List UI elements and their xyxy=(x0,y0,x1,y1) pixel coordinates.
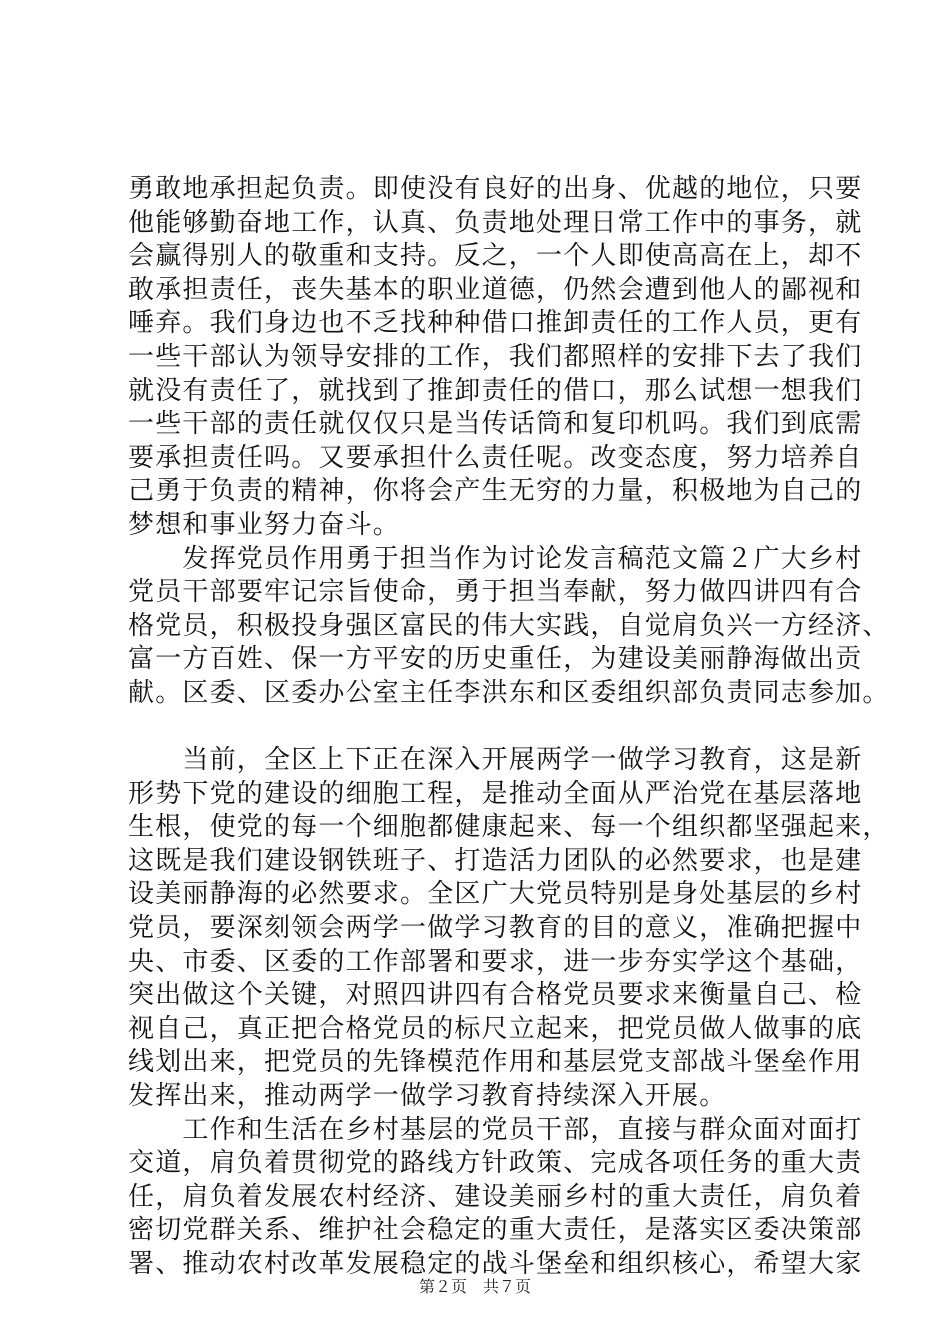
text-line: 署、推动农村改革发展稳定的战斗堡垒和组织核心，希望大家 xyxy=(128,1249,863,1279)
text-line: 工作和生活在乡村基层的党员干部，直接与群众面对面打 xyxy=(128,1114,863,1145)
text-line: 己勇于负责的精神，你将会产生无穷的力量，积极地为自己的 xyxy=(128,476,863,507)
text-line: 密切党群关系、维护社会稳定的重大责任，是落实区委决策部 xyxy=(128,1215,863,1246)
document-body xyxy=(128,173,890,1282)
text-line: 党员干部要牢记宗旨使命，勇于担当奉献，努力做四讲四有合 xyxy=(128,577,863,608)
text-line: 突出做这个关键，对照四讲四有合格党员要求来衡量自己、检 xyxy=(128,980,863,1011)
text-line: 发挥党员作用勇于担当作为讨论发言稿范文篇２广大乡村 xyxy=(128,543,863,574)
text-line: 设美丽静海的必然要求。全区广大党员特别是身处基层的乡村 xyxy=(128,879,863,910)
text-line: 央、市委、区委的工作部署和要求，进一步夯实学这个基础， xyxy=(128,946,863,977)
text-line: 一些干部的责任就仅仅只是当传话筒和复印机吗。我们到底需 xyxy=(128,409,863,440)
text-line: 任，肩负着发展农村经济、建设美丽乡村的重大责任，肩负着 xyxy=(128,1181,863,1212)
text-line: 交道，肩负着贯彻党的路线方针政策、完成各项任务的重大责 xyxy=(128,1148,863,1179)
text-line: 这既是我们建设钢铁班子、打造活力团队的必然要求，也是建 xyxy=(128,845,863,876)
text-line: 会赢得别人的敬重和支持。反之，一个人即使高高在上，却不 xyxy=(128,241,863,272)
text-block-1 xyxy=(128,173,890,711)
text-line: 要承担责任吗。又要承担什么责任呢。改变态度，努力培养自 xyxy=(128,442,863,473)
text-line: 生根，使党的每一个细胞都健康起来、每一个组织都坚强起来， xyxy=(128,812,890,843)
text-block-2 xyxy=(128,744,890,1282)
text-line: 敢承担责任，丧失基本的职业道德，仍然会遭到他人的鄙视和 xyxy=(128,274,863,305)
text-line: 富一方百姓、保一方平安的历史重任，为建设美丽静海做出贡 xyxy=(128,644,863,675)
text-line: 唾弃。我们身边也不乏找种种借口推卸责任的工作人员，更有 xyxy=(128,308,863,339)
text-line: 梦想和事业努力奋斗。 xyxy=(128,509,401,540)
paragraph-gap xyxy=(128,711,830,745)
text-line: 一些干部认为领导安排的工作，我们都照样的安排下去了我们 xyxy=(128,341,863,372)
text-line: 发挥出来，推动两学一做学习教育持续深入开展。 xyxy=(128,1081,727,1112)
text-line: 献。区委、区委办公室主任李洪东和区委组织部负责同志参加。 xyxy=(128,677,890,708)
text-line: 勇敢地承担起负责。即使没有良好的出身、优越的地位，只要 xyxy=(128,174,863,204)
text-line: 线划出来，把党员的先锋模范作用和基层党支部战斗堡垒作用 xyxy=(128,1047,863,1078)
text-line: 他能够勤奋地工作，认真、负责地处理日常工作中的事务，就 xyxy=(128,207,863,238)
text-line: 就没有责任了，就找到了推卸责任的借口，那么试想一想我们 xyxy=(128,375,863,406)
text-line: 党员，要深刻领会两学一做学习教育的目的意义，准确把握中 xyxy=(128,913,863,944)
page-number: 第２页 共７页 xyxy=(418,1277,531,1296)
text-line: 当前，全区上下正在深入开展两学一做学习教育，这是新 xyxy=(128,745,863,776)
text-line: 格党员，积极投身强区富民的伟大实践，自觉肩负兴一方经济、 xyxy=(128,610,890,641)
text-line: 视自己，真正把合格党员的标尺立起来，把党员做人做事的底 xyxy=(128,1013,863,1044)
text-line: 形势下党的建设的细胞工程，是推动全面从严治党在基层落地 xyxy=(128,778,863,809)
